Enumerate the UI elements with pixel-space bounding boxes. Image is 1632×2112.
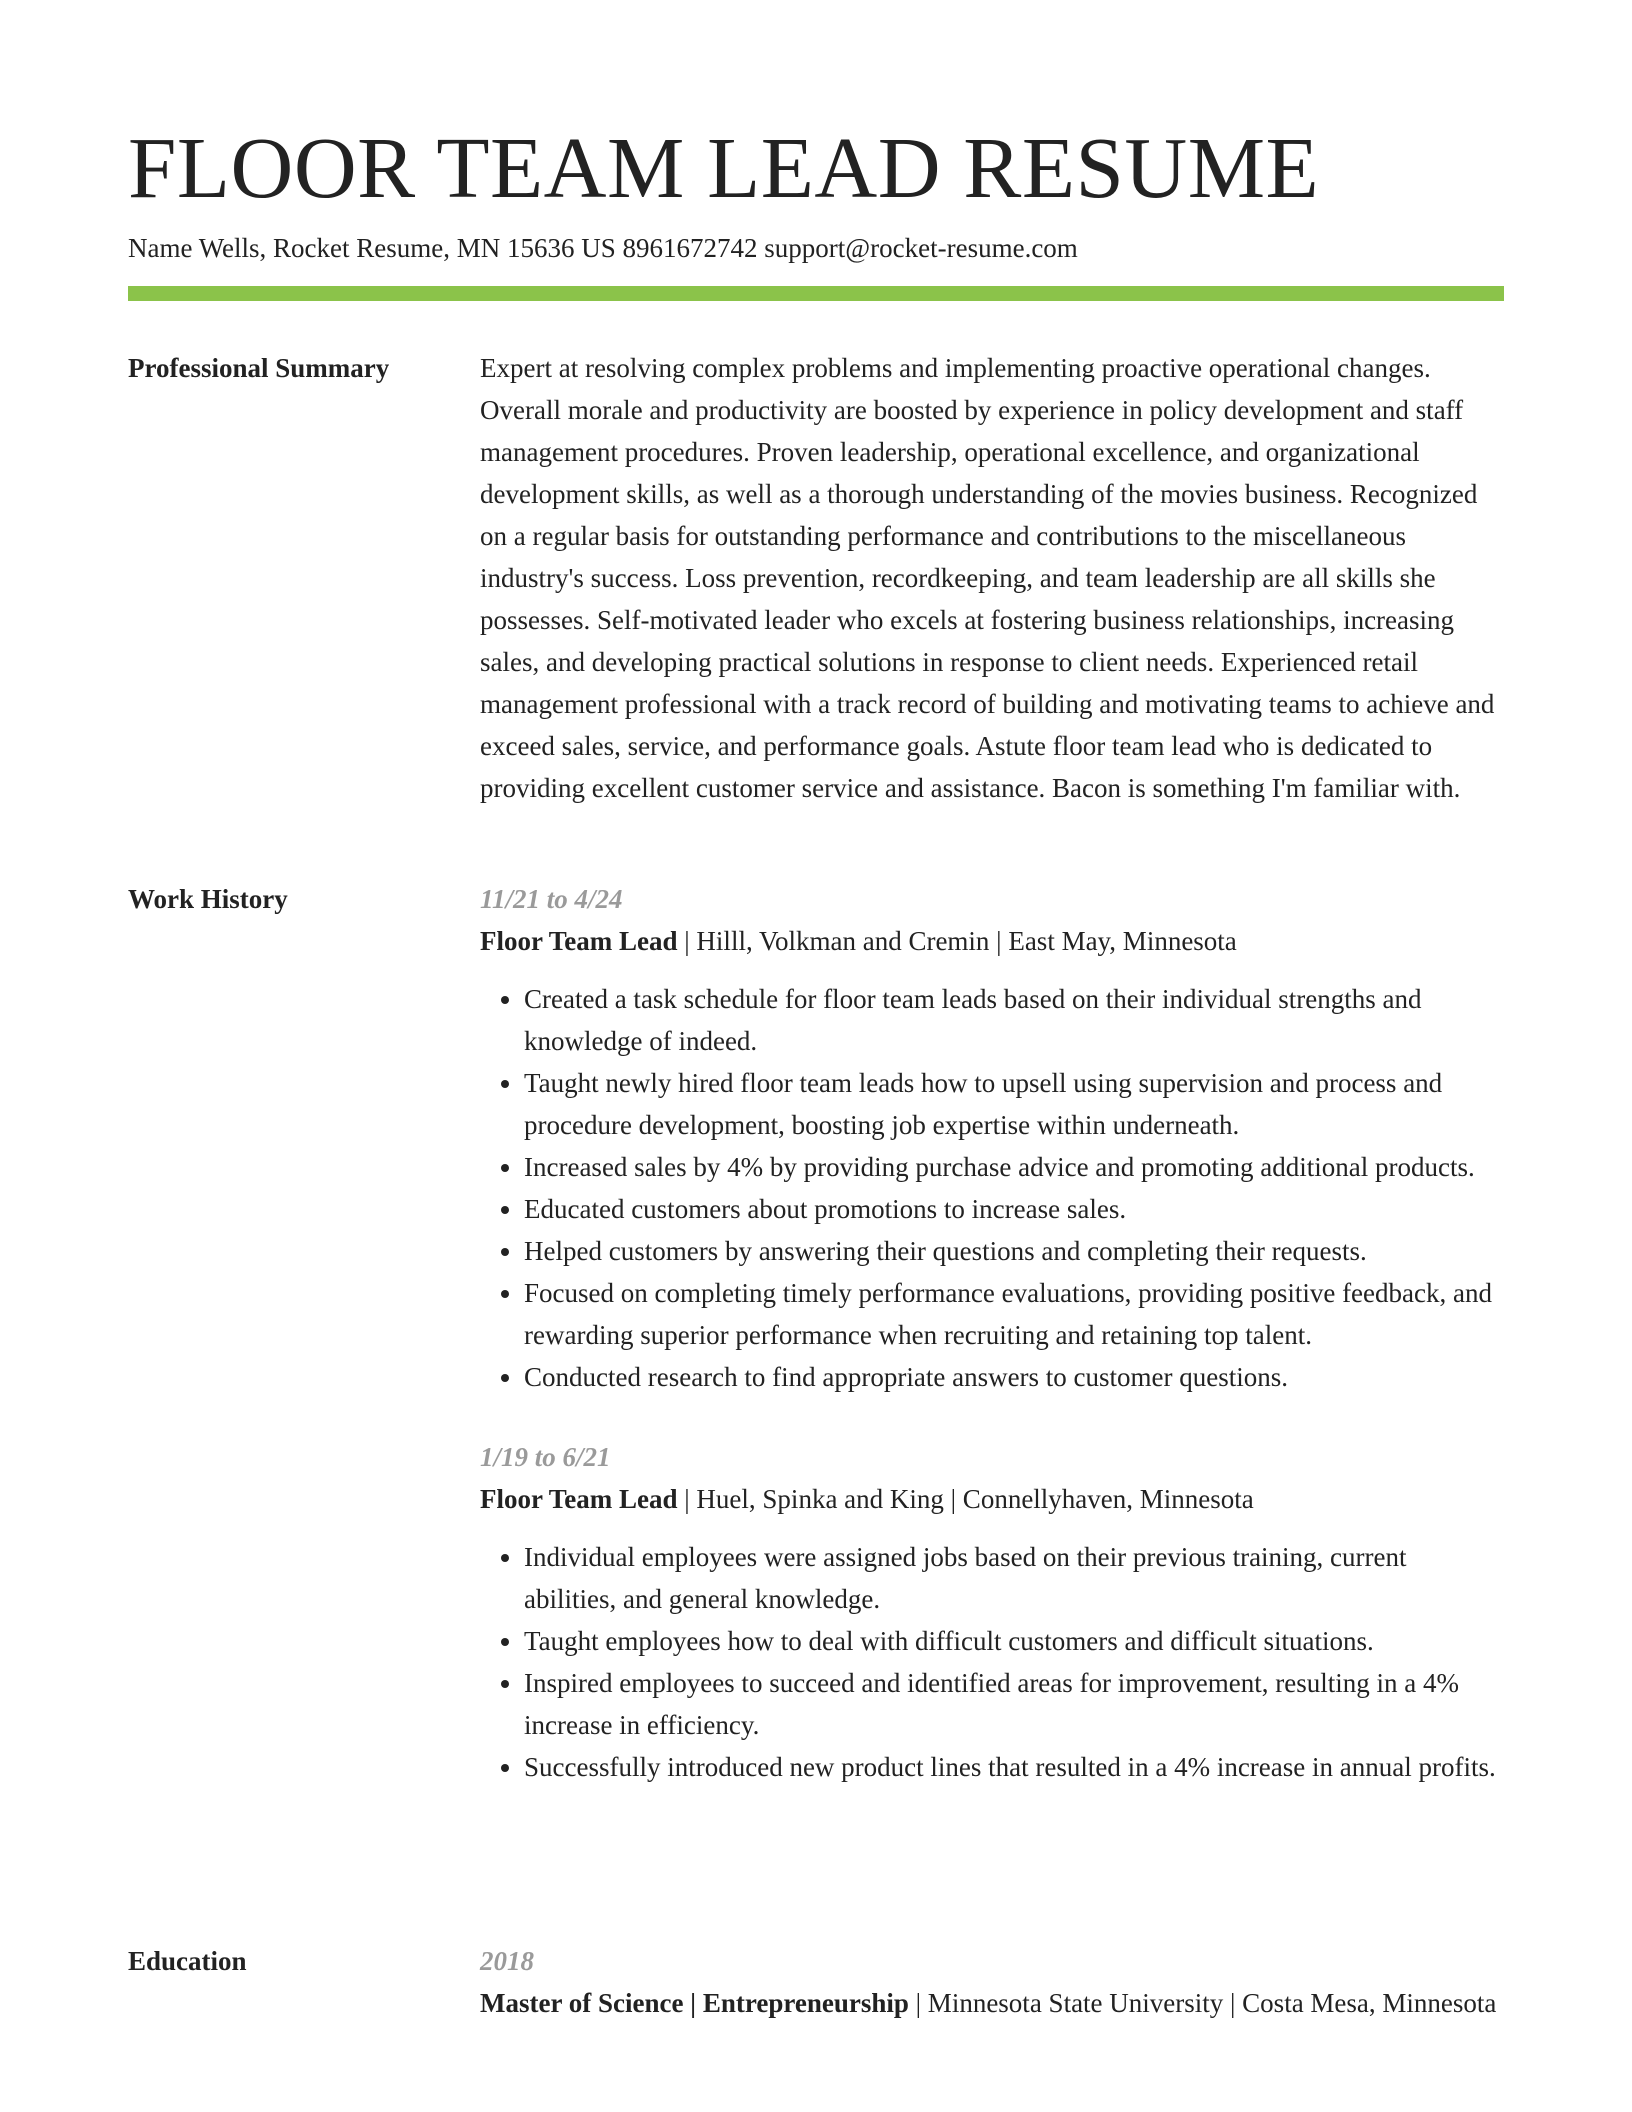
summary-text: Expert at resolving complex problems and implementing proactive operational changes. Overall morale and productivity are boosted by experience in policy development and staff management procedures. Proven leadership, operational excellence, and organizational development skills, as well as a thorough understanding of the movies business. Recognized on a regular basis for outstanding performance and contributions to the miscellaneous industry's success. Loss prevention, recordkeeping, and team leadership are all skills she possesses. Self-motivated leader who excels at fostering business relationships, increasing sales, and developing practical solutions in response to client needs. Experienced retail management professional with a track record of building and motivating teams to achieve and exceed sales, service, and performance goals. Astute floor team lead who is dedicated to providing excellent customer service and assistance. Bacon is something I'm familiar with.	[480, 353, 1495, 803]
contact-line: Name Wells, Rocket Resume, MN 15636 US 8961672742 support@rocket-resume.com	[128, 233, 1078, 263]
summary-body	[480, 347, 1504, 809]
job-bullet: • Educated customers about promotions to increase sales.	[524, 1188, 1504, 1230]
job-bullet: • Inspired employees to succeed and identified areas for improvement, resulting in a 4% increase in efficiency.	[524, 1662, 1504, 1746]
job-details: | Huel, Spinka and King | Connellyhaven, Minnesota	[677, 1484, 1254, 1514]
job-entry	[480, 878, 1504, 1398]
job-bullet: • Individual employees were assigned jobs based on their previous training, current abilities, and general knowledge.	[524, 1536, 1504, 1620]
job-bullets	[480, 978, 1504, 1398]
work-history-body	[480, 878, 1504, 1788]
education-year: 2018	[480, 1946, 534, 1976]
job-title-line	[480, 920, 1504, 962]
work-history-label: Work History	[128, 884, 288, 914]
resume-title: FLOOR TEAM LEAD RESUME	[128, 119, 1320, 216]
job-title-line	[480, 1478, 1504, 1520]
job-bullet: • Increased sales by 4% by providing purchase advice and promoting additional products.	[524, 1146, 1504, 1188]
education-degree: Master of Science | Entrepreneurship	[480, 1988, 909, 2018]
education-body	[480, 1940, 1504, 2024]
job-details: | Hilll, Volkman and Cremin | East May, Minnesota	[677, 926, 1237, 956]
job-dates: 1/19 to 6/21	[480, 1442, 611, 1472]
job-role: Floor Team Lead	[480, 1484, 678, 1514]
job-bullet: • Focused on completing timely performance evaluations, providing positive feedback, and rewarding superior performance when recruiting and retaining top talent.	[524, 1272, 1504, 1356]
education-line	[480, 1982, 1504, 2024]
summary-label: Professional Summary	[128, 353, 390, 383]
education-details: | Minnesota State University | Costa Mesa, Minnesota	[908, 1988, 1497, 2018]
job-dates: 11/21 to 4/24	[480, 884, 623, 914]
job-bullet: • Taught employees how to deal with difficult customers and difficult situations.	[524, 1620, 1504, 1662]
job-bullet: • Successfully introduced new product lines that resulted in a 4% increase in annual profits.	[524, 1746, 1504, 1788]
job-bullets	[480, 1536, 1504, 1788]
job-bullet: • Created a task schedule for floor team leads based on their individual strengths and knowledge of indeed.	[524, 978, 1504, 1062]
job-bullet: • Helped customers by answering their questions and completing their requests.	[524, 1230, 1504, 1272]
job-role: Floor Team Lead	[480, 926, 678, 956]
job-bullet: • Conducted research to find appropriate answers to customer questions.	[524, 1356, 1504, 1398]
job-entry	[480, 1436, 1504, 1788]
job-bullet: • Taught newly hired floor team leads how to upsell using supervision and process and procedure development, boosting job expertise within underneath.	[524, 1062, 1504, 1146]
accent-divider	[128, 286, 1504, 301]
education-label: Education	[128, 1946, 247, 1976]
